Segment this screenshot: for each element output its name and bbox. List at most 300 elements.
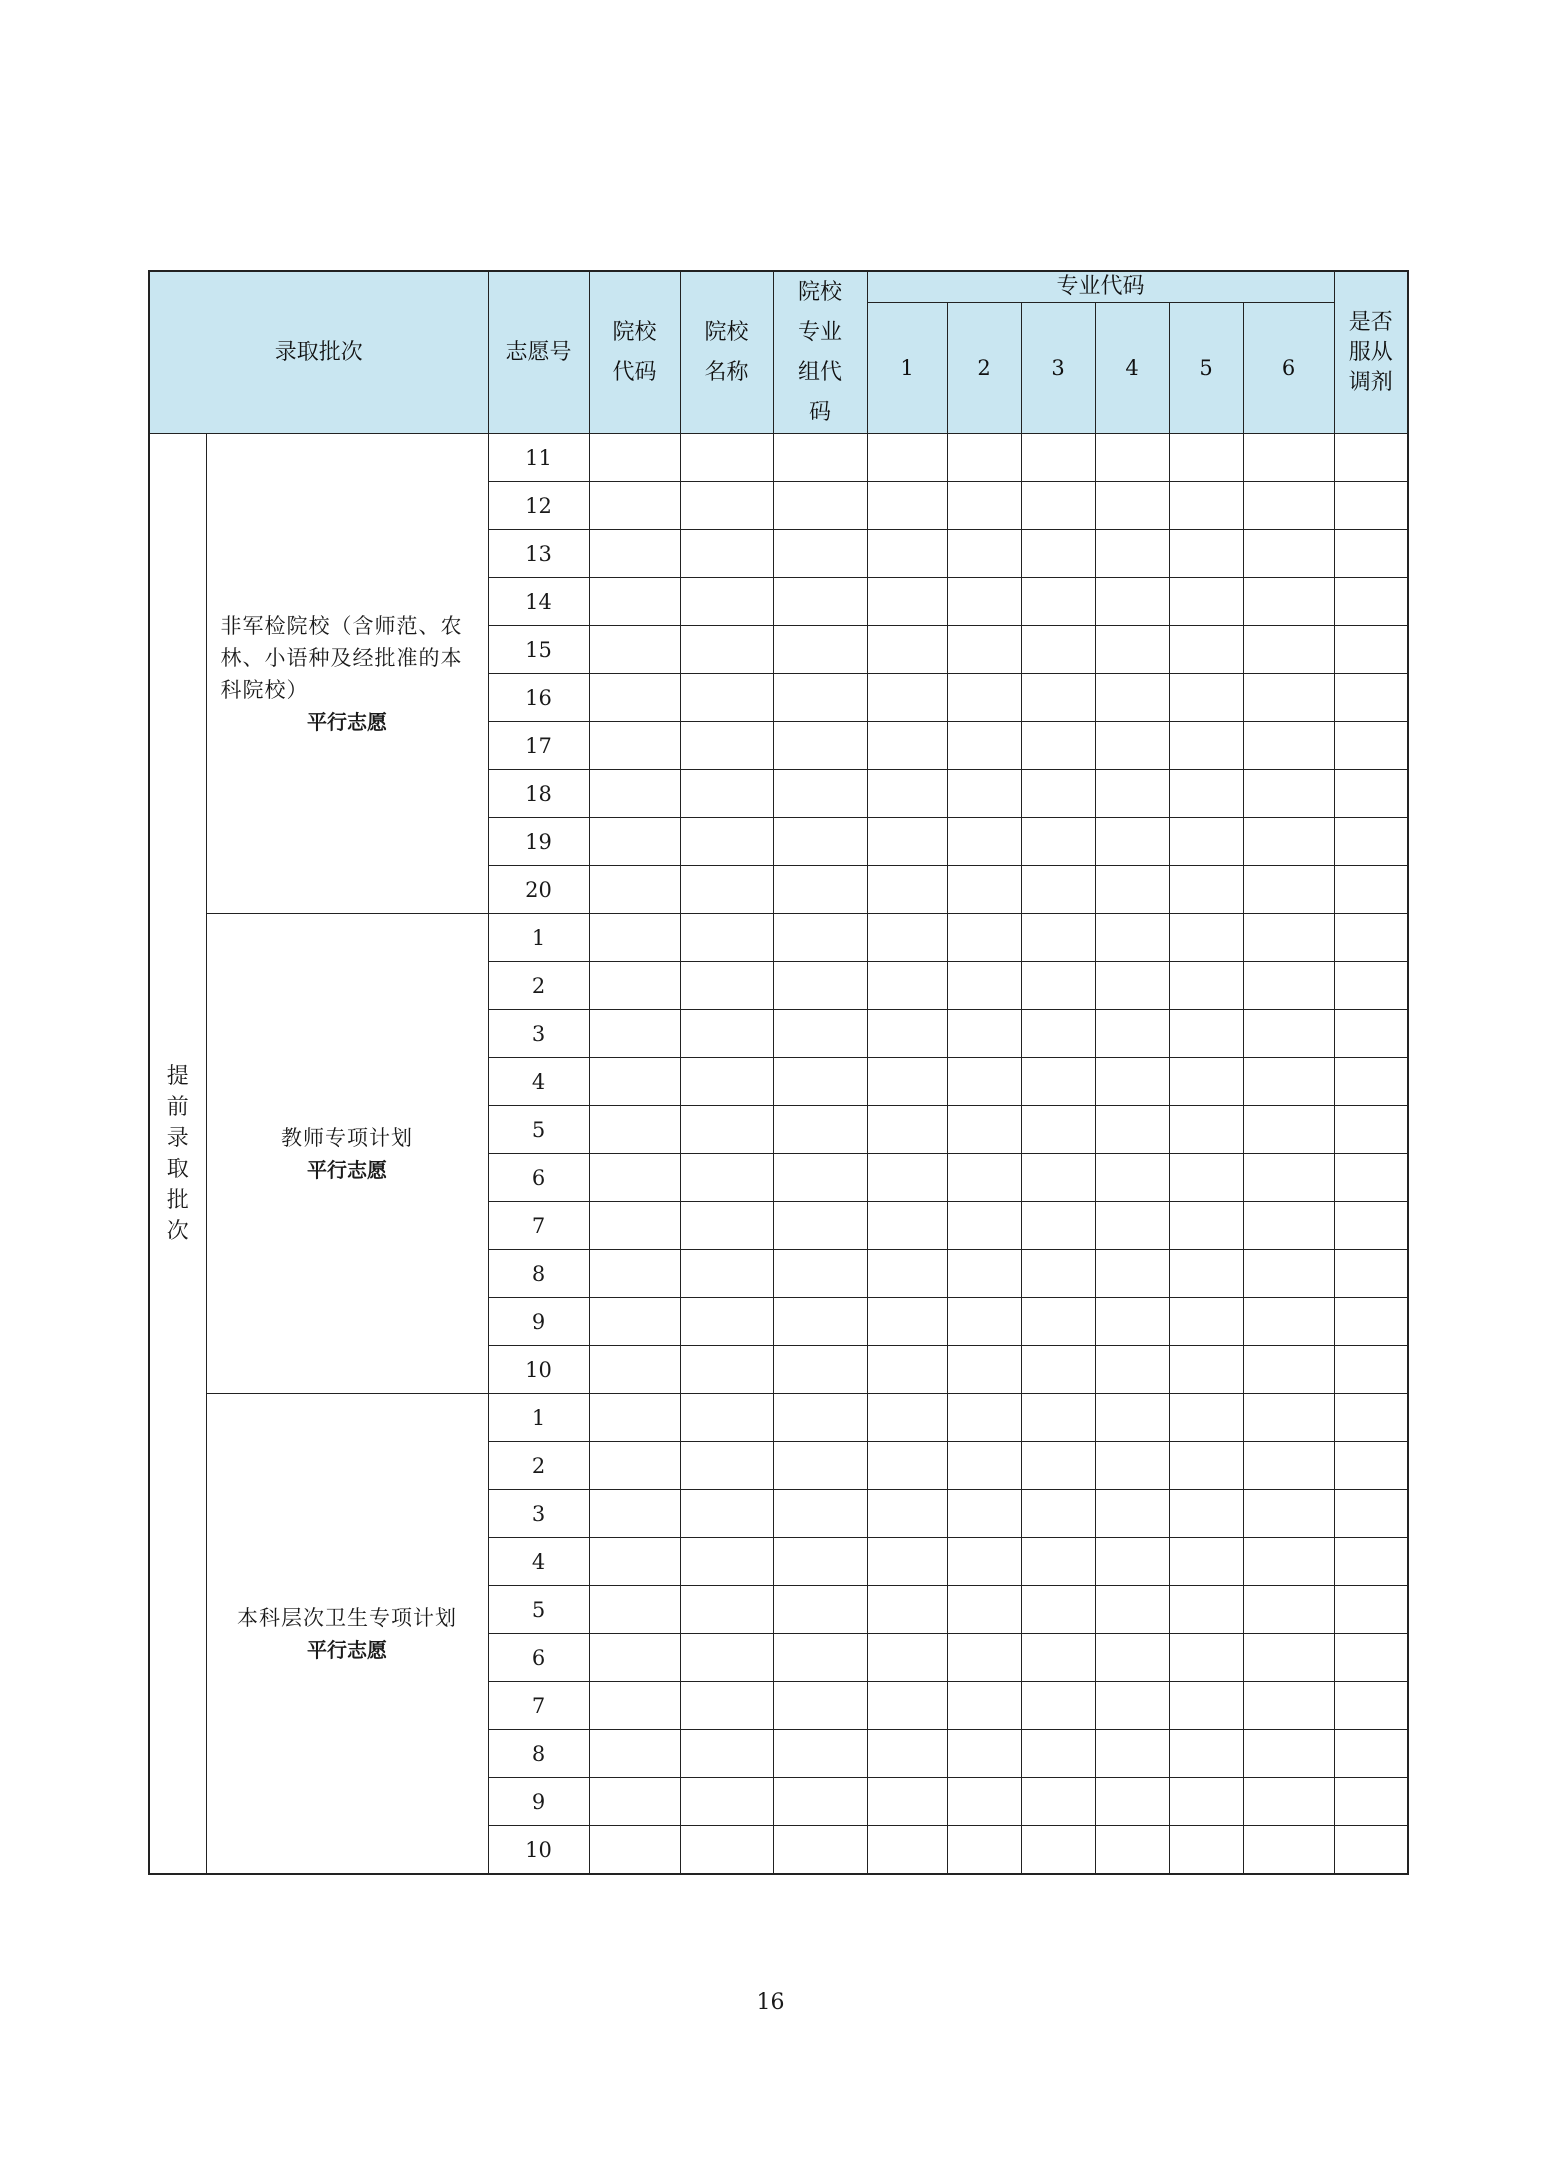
school-name-cell[interactable] <box>680 1634 773 1682</box>
major-code-cell-3[interactable] <box>1021 1490 1095 1538</box>
major-code-cell-6[interactable] <box>1243 1730 1334 1778</box>
major-code-cell-4[interactable] <box>1095 434 1169 482</box>
major-code-cell-4[interactable] <box>1095 722 1169 770</box>
major-code-cell-2[interactable] <box>947 626 1021 674</box>
major-code-cell-1[interactable] <box>867 1154 947 1202</box>
major-code-cell-3[interactable] <box>1021 1586 1095 1634</box>
major-code-cell-2[interactable] <box>947 914 1021 962</box>
major-code-cell-4[interactable] <box>1095 1250 1169 1298</box>
school-code-cell[interactable] <box>589 1250 680 1298</box>
major-code-cell-6[interactable] <box>1243 1538 1334 1586</box>
major-code-cell-2[interactable] <box>947 1634 1021 1682</box>
major-code-cell-6[interactable] <box>1243 530 1334 578</box>
major-code-cell-2[interactable] <box>947 866 1021 914</box>
major-code-cell-3[interactable] <box>1021 1298 1095 1346</box>
major-code-cell-4[interactable] <box>1095 1106 1169 1154</box>
major-code-cell-5[interactable] <box>1169 1250 1243 1298</box>
group-code-cell[interactable] <box>773 1010 867 1058</box>
major-code-cell-4[interactable] <box>1095 674 1169 722</box>
group-code-cell[interactable] <box>773 1490 867 1538</box>
major-code-cell-2[interactable] <box>947 1490 1021 1538</box>
major-code-cell-6[interactable] <box>1243 1202 1334 1250</box>
group-code-cell[interactable] <box>773 1346 867 1394</box>
major-code-cell-6[interactable] <box>1243 1058 1334 1106</box>
adjust-cell[interactable] <box>1334 866 1408 914</box>
major-code-cell-2[interactable] <box>947 434 1021 482</box>
major-code-cell-2[interactable] <box>947 1394 1021 1442</box>
adjust-cell[interactable] <box>1334 1010 1408 1058</box>
major-code-cell-6[interactable] <box>1243 914 1334 962</box>
school-code-cell[interactable] <box>589 1058 680 1106</box>
major-code-cell-6[interactable] <box>1243 434 1334 482</box>
major-code-cell-2[interactable] <box>947 1442 1021 1490</box>
major-code-cell-5[interactable] <box>1169 962 1243 1010</box>
major-code-cell-2[interactable] <box>947 1010 1021 1058</box>
major-code-cell-2[interactable] <box>947 1298 1021 1346</box>
adjust-cell[interactable] <box>1334 1442 1408 1490</box>
major-code-cell-4[interactable] <box>1095 770 1169 818</box>
major-code-cell-5[interactable] <box>1169 722 1243 770</box>
major-code-cell-1[interactable] <box>867 1586 947 1634</box>
adjust-cell[interactable] <box>1334 1586 1408 1634</box>
major-code-cell-1[interactable] <box>867 1538 947 1586</box>
group-code-cell[interactable] <box>773 1730 867 1778</box>
group-code-cell[interactable] <box>773 1826 867 1875</box>
school-code-cell[interactable] <box>589 1154 680 1202</box>
major-code-cell-4[interactable] <box>1095 1346 1169 1394</box>
major-code-cell-2[interactable] <box>947 1730 1021 1778</box>
group-code-cell[interactable] <box>773 1442 867 1490</box>
school-name-cell[interactable] <box>680 866 773 914</box>
major-code-cell-3[interactable] <box>1021 1634 1095 1682</box>
major-code-cell-5[interactable] <box>1169 578 1243 626</box>
school-name-cell[interactable] <box>680 1010 773 1058</box>
group-code-cell[interactable] <box>773 1586 867 1634</box>
major-code-cell-3[interactable] <box>1021 1106 1095 1154</box>
major-code-cell-5[interactable] <box>1169 1154 1243 1202</box>
major-code-cell-5[interactable] <box>1169 818 1243 866</box>
major-code-cell-4[interactable] <box>1095 818 1169 866</box>
major-code-cell-5[interactable] <box>1169 1634 1243 1682</box>
adjust-cell[interactable] <box>1334 1106 1408 1154</box>
major-code-cell-3[interactable] <box>1021 962 1095 1010</box>
school-code-cell[interactable] <box>589 818 680 866</box>
major-code-cell-4[interactable] <box>1095 626 1169 674</box>
group-code-cell[interactable] <box>773 626 867 674</box>
group-code-cell[interactable] <box>773 1058 867 1106</box>
major-code-cell-5[interactable] <box>1169 530 1243 578</box>
major-code-cell-4[interactable] <box>1095 1154 1169 1202</box>
major-code-cell-4[interactable] <box>1095 1634 1169 1682</box>
major-code-cell-1[interactable] <box>867 1730 947 1778</box>
major-code-cell-6[interactable] <box>1243 1394 1334 1442</box>
school-name-cell[interactable] <box>680 626 773 674</box>
group-code-cell[interactable] <box>773 434 867 482</box>
group-code-cell[interactable] <box>773 1202 867 1250</box>
major-code-cell-5[interactable] <box>1169 482 1243 530</box>
major-code-cell-2[interactable] <box>947 722 1021 770</box>
school-code-cell[interactable] <box>589 1634 680 1682</box>
major-code-cell-3[interactable] <box>1021 770 1095 818</box>
major-code-cell-2[interactable] <box>947 1154 1021 1202</box>
school-code-cell[interactable] <box>589 482 680 530</box>
major-code-cell-4[interactable] <box>1095 1730 1169 1778</box>
major-code-cell-1[interactable] <box>867 578 947 626</box>
school-name-cell[interactable] <box>680 482 773 530</box>
group-code-cell[interactable] <box>773 1682 867 1730</box>
group-code-cell[interactable] <box>773 770 867 818</box>
adjust-cell[interactable] <box>1334 818 1408 866</box>
school-code-cell[interactable] <box>589 1106 680 1154</box>
adjust-cell[interactable] <box>1334 1634 1408 1682</box>
school-code-cell[interactable] <box>589 1490 680 1538</box>
major-code-cell-5[interactable] <box>1169 1538 1243 1586</box>
school-code-cell[interactable] <box>589 770 680 818</box>
major-code-cell-2[interactable] <box>947 1058 1021 1106</box>
school-code-cell[interactable] <box>589 1538 680 1586</box>
school-name-cell[interactable] <box>680 1202 773 1250</box>
major-code-cell-3[interactable] <box>1021 674 1095 722</box>
school-code-cell[interactable] <box>589 1586 680 1634</box>
major-code-cell-6[interactable] <box>1243 1346 1334 1394</box>
major-code-cell-4[interactable] <box>1095 482 1169 530</box>
adjust-cell[interactable] <box>1334 770 1408 818</box>
major-code-cell-2[interactable] <box>947 674 1021 722</box>
adjust-cell[interactable] <box>1334 1154 1408 1202</box>
school-name-cell[interactable] <box>680 1826 773 1875</box>
major-code-cell-2[interactable] <box>947 482 1021 530</box>
adjust-cell[interactable] <box>1334 1058 1408 1106</box>
major-code-cell-1[interactable] <box>867 914 947 962</box>
school-name-cell[interactable] <box>680 1442 773 1490</box>
school-code-cell[interactable] <box>589 1346 680 1394</box>
group-code-cell[interactable] <box>773 482 867 530</box>
major-code-cell-3[interactable] <box>1021 1538 1095 1586</box>
adjust-cell[interactable] <box>1334 1298 1408 1346</box>
adjust-cell[interactable] <box>1334 962 1408 1010</box>
major-code-cell-5[interactable] <box>1169 1394 1243 1442</box>
adjust-cell[interactable] <box>1334 1202 1408 1250</box>
major-code-cell-5[interactable] <box>1169 674 1243 722</box>
school-name-cell[interactable] <box>680 1394 773 1442</box>
major-code-cell-1[interactable] <box>867 1442 947 1490</box>
major-code-cell-1[interactable] <box>867 1490 947 1538</box>
school-name-cell[interactable] <box>680 530 773 578</box>
major-code-cell-5[interactable] <box>1169 1730 1243 1778</box>
school-name-cell[interactable] <box>680 578 773 626</box>
group-code-cell[interactable] <box>773 1154 867 1202</box>
school-name-cell[interactable] <box>680 1586 773 1634</box>
group-code-cell[interactable] <box>773 1250 867 1298</box>
school-code-cell[interactable] <box>589 1394 680 1442</box>
major-code-cell-3[interactable] <box>1021 722 1095 770</box>
major-code-cell-1[interactable] <box>867 1250 947 1298</box>
school-name-cell[interactable] <box>680 1298 773 1346</box>
major-code-cell-2[interactable] <box>947 1250 1021 1298</box>
major-code-cell-1[interactable] <box>867 770 947 818</box>
major-code-cell-1[interactable] <box>867 866 947 914</box>
school-code-cell[interactable] <box>589 914 680 962</box>
group-code-cell[interactable] <box>773 962 867 1010</box>
school-name-cell[interactable] <box>680 1106 773 1154</box>
major-code-cell-5[interactable] <box>1169 626 1243 674</box>
major-code-cell-4[interactable] <box>1095 1778 1169 1826</box>
major-code-cell-2[interactable] <box>947 530 1021 578</box>
major-code-cell-2[interactable] <box>947 1586 1021 1634</box>
major-code-cell-3[interactable] <box>1021 1346 1095 1394</box>
group-code-cell[interactable] <box>773 866 867 914</box>
major-code-cell-1[interactable] <box>867 1106 947 1154</box>
major-code-cell-6[interactable] <box>1243 1106 1334 1154</box>
major-code-cell-6[interactable] <box>1243 626 1334 674</box>
major-code-cell-4[interactable] <box>1095 1826 1169 1875</box>
school-code-cell[interactable] <box>589 434 680 482</box>
major-code-cell-1[interactable] <box>867 1778 947 1826</box>
group-code-cell[interactable] <box>773 914 867 962</box>
school-code-cell[interactable] <box>589 674 680 722</box>
major-code-cell-5[interactable] <box>1169 1106 1243 1154</box>
school-name-cell[interactable] <box>680 1490 773 1538</box>
group-code-cell[interactable] <box>773 818 867 866</box>
major-code-cell-1[interactable] <box>867 482 947 530</box>
adjust-cell[interactable] <box>1334 1250 1408 1298</box>
school-code-cell[interactable] <box>589 1730 680 1778</box>
major-code-cell-3[interactable] <box>1021 866 1095 914</box>
major-code-cell-4[interactable] <box>1095 962 1169 1010</box>
school-name-cell[interactable] <box>680 1730 773 1778</box>
major-code-cell-6[interactable] <box>1243 1826 1334 1875</box>
school-code-cell[interactable] <box>589 1010 680 1058</box>
major-code-cell-4[interactable] <box>1095 1586 1169 1634</box>
major-code-cell-4[interactable] <box>1095 1202 1169 1250</box>
major-code-cell-1[interactable] <box>867 674 947 722</box>
school-code-cell[interactable] <box>589 626 680 674</box>
major-code-cell-3[interactable] <box>1021 1682 1095 1730</box>
major-code-cell-3[interactable] <box>1021 434 1095 482</box>
major-code-cell-6[interactable] <box>1243 722 1334 770</box>
school-name-cell[interactable] <box>680 434 773 482</box>
adjust-cell[interactable] <box>1334 626 1408 674</box>
school-name-cell[interactable] <box>680 674 773 722</box>
major-code-cell-3[interactable] <box>1021 1202 1095 1250</box>
major-code-cell-1[interactable] <box>867 1634 947 1682</box>
major-code-cell-6[interactable] <box>1243 1442 1334 1490</box>
major-code-cell-2[interactable] <box>947 1778 1021 1826</box>
adjust-cell[interactable] <box>1334 434 1408 482</box>
adjust-cell[interactable] <box>1334 1682 1408 1730</box>
major-code-cell-6[interactable] <box>1243 962 1334 1010</box>
group-code-cell[interactable] <box>773 1778 867 1826</box>
major-code-cell-4[interactable] <box>1095 1394 1169 1442</box>
adjust-cell[interactable] <box>1334 1346 1408 1394</box>
major-code-cell-1[interactable] <box>867 722 947 770</box>
major-code-cell-5[interactable] <box>1169 1682 1243 1730</box>
school-name-cell[interactable] <box>680 1538 773 1586</box>
major-code-cell-5[interactable] <box>1169 1058 1243 1106</box>
school-name-cell[interactable] <box>680 962 773 1010</box>
major-code-cell-1[interactable] <box>867 1346 947 1394</box>
major-code-cell-2[interactable] <box>947 1346 1021 1394</box>
group-code-cell[interactable] <box>773 1538 867 1586</box>
major-code-cell-3[interactable] <box>1021 1058 1095 1106</box>
major-code-cell-1[interactable] <box>867 1826 947 1875</box>
major-code-cell-1[interactable] <box>867 1394 947 1442</box>
major-code-cell-5[interactable] <box>1169 1586 1243 1634</box>
group-code-cell[interactable] <box>773 1106 867 1154</box>
school-code-cell[interactable] <box>589 1202 680 1250</box>
group-code-cell[interactable] <box>773 1298 867 1346</box>
major-code-cell-1[interactable] <box>867 530 947 578</box>
school-code-cell[interactable] <box>589 722 680 770</box>
group-code-cell[interactable] <box>773 578 867 626</box>
major-code-cell-3[interactable] <box>1021 1250 1095 1298</box>
school-name-cell[interactable] <box>680 722 773 770</box>
school-name-cell[interactable] <box>680 1346 773 1394</box>
group-code-cell[interactable] <box>773 1634 867 1682</box>
school-code-cell[interactable] <box>589 1682 680 1730</box>
major-code-cell-5[interactable] <box>1169 1298 1243 1346</box>
group-code-cell[interactable] <box>773 1394 867 1442</box>
major-code-cell-3[interactable] <box>1021 818 1095 866</box>
adjust-cell[interactable] <box>1334 914 1408 962</box>
major-code-cell-5[interactable] <box>1169 1346 1243 1394</box>
major-code-cell-3[interactable] <box>1021 482 1095 530</box>
major-code-cell-5[interactable] <box>1169 770 1243 818</box>
adjust-cell[interactable] <box>1334 530 1408 578</box>
adjust-cell[interactable] <box>1334 1538 1408 1586</box>
major-code-cell-6[interactable] <box>1243 818 1334 866</box>
major-code-cell-6[interactable] <box>1243 1778 1334 1826</box>
major-code-cell-4[interactable] <box>1095 1538 1169 1586</box>
major-code-cell-6[interactable] <box>1243 1634 1334 1682</box>
major-code-cell-1[interactable] <box>867 1010 947 1058</box>
school-code-cell[interactable] <box>589 866 680 914</box>
adjust-cell[interactable] <box>1334 722 1408 770</box>
adjust-cell[interactable] <box>1334 482 1408 530</box>
major-code-cell-1[interactable] <box>867 962 947 1010</box>
major-code-cell-3[interactable] <box>1021 1010 1095 1058</box>
major-code-cell-6[interactable] <box>1243 1682 1334 1730</box>
group-code-cell[interactable] <box>773 722 867 770</box>
major-code-cell-2[interactable] <box>947 770 1021 818</box>
major-code-cell-5[interactable] <box>1169 866 1243 914</box>
major-code-cell-5[interactable] <box>1169 1442 1243 1490</box>
major-code-cell-2[interactable] <box>947 1682 1021 1730</box>
major-code-cell-5[interactable] <box>1169 914 1243 962</box>
group-code-cell[interactable] <box>773 674 867 722</box>
major-code-cell-3[interactable] <box>1021 1154 1095 1202</box>
school-name-cell[interactable] <box>680 1250 773 1298</box>
major-code-cell-4[interactable] <box>1095 866 1169 914</box>
major-code-cell-3[interactable] <box>1021 578 1095 626</box>
major-code-cell-6[interactable] <box>1243 1250 1334 1298</box>
major-code-cell-4[interactable] <box>1095 1682 1169 1730</box>
major-code-cell-2[interactable] <box>947 1106 1021 1154</box>
major-code-cell-3[interactable] <box>1021 1442 1095 1490</box>
adjust-cell[interactable] <box>1334 1490 1408 1538</box>
major-code-cell-2[interactable] <box>947 578 1021 626</box>
major-code-cell-2[interactable] <box>947 1202 1021 1250</box>
major-code-cell-6[interactable] <box>1243 770 1334 818</box>
major-code-cell-4[interactable] <box>1095 1298 1169 1346</box>
major-code-cell-4[interactable] <box>1095 1058 1169 1106</box>
major-code-cell-4[interactable] <box>1095 530 1169 578</box>
major-code-cell-6[interactable] <box>1243 674 1334 722</box>
adjust-cell[interactable] <box>1334 1730 1408 1778</box>
major-code-cell-2[interactable] <box>947 1826 1021 1875</box>
major-code-cell-6[interactable] <box>1243 1154 1334 1202</box>
major-code-cell-1[interactable] <box>867 1058 947 1106</box>
major-code-cell-1[interactable] <box>867 818 947 866</box>
major-code-cell-1[interactable] <box>867 1298 947 1346</box>
adjust-cell[interactable] <box>1334 578 1408 626</box>
school-name-cell[interactable] <box>680 1154 773 1202</box>
school-code-cell[interactable] <box>589 1442 680 1490</box>
major-code-cell-3[interactable] <box>1021 1394 1095 1442</box>
school-code-cell[interactable] <box>589 530 680 578</box>
school-name-cell[interactable] <box>680 914 773 962</box>
adjust-cell[interactable] <box>1334 1826 1408 1875</box>
major-code-cell-4[interactable] <box>1095 1490 1169 1538</box>
major-code-cell-5[interactable] <box>1169 1202 1243 1250</box>
major-code-cell-6[interactable] <box>1243 1490 1334 1538</box>
group-code-cell[interactable] <box>773 530 867 578</box>
major-code-cell-6[interactable] <box>1243 1010 1334 1058</box>
school-code-cell[interactable] <box>589 1298 680 1346</box>
school-name-cell[interactable] <box>680 818 773 866</box>
adjust-cell[interactable] <box>1334 1394 1408 1442</box>
adjust-cell[interactable] <box>1334 674 1408 722</box>
major-code-cell-4[interactable] <box>1095 1442 1169 1490</box>
major-code-cell-6[interactable] <box>1243 1298 1334 1346</box>
major-code-cell-4[interactable] <box>1095 1010 1169 1058</box>
major-code-cell-2[interactable] <box>947 962 1021 1010</box>
major-code-cell-1[interactable] <box>867 1682 947 1730</box>
school-code-cell[interactable] <box>589 578 680 626</box>
major-code-cell-5[interactable] <box>1169 1778 1243 1826</box>
major-code-cell-4[interactable] <box>1095 578 1169 626</box>
school-code-cell[interactable] <box>589 1778 680 1826</box>
major-code-cell-3[interactable] <box>1021 1730 1095 1778</box>
school-name-cell[interactable] <box>680 770 773 818</box>
major-code-cell-3[interactable] <box>1021 1778 1095 1826</box>
adjust-cell[interactable] <box>1334 1778 1408 1826</box>
major-code-cell-6[interactable] <box>1243 482 1334 530</box>
major-code-cell-2[interactable] <box>947 1538 1021 1586</box>
major-code-cell-3[interactable] <box>1021 1826 1095 1875</box>
major-code-cell-5[interactable] <box>1169 1826 1243 1875</box>
major-code-cell-5[interactable] <box>1169 1010 1243 1058</box>
major-code-cell-1[interactable] <box>867 1202 947 1250</box>
school-name-cell[interactable] <box>680 1058 773 1106</box>
major-code-cell-6[interactable] <box>1243 1586 1334 1634</box>
major-code-cell-5[interactable] <box>1169 1490 1243 1538</box>
school-name-cell[interactable] <box>680 1778 773 1826</box>
major-code-cell-2[interactable] <box>947 818 1021 866</box>
major-code-cell-3[interactable] <box>1021 530 1095 578</box>
major-code-cell-6[interactable] <box>1243 866 1334 914</box>
major-code-cell-3[interactable] <box>1021 914 1095 962</box>
major-code-cell-4[interactable] <box>1095 914 1169 962</box>
school-name-cell[interactable] <box>680 1682 773 1730</box>
school-code-cell[interactable] <box>589 962 680 1010</box>
major-code-cell-1[interactable] <box>867 434 947 482</box>
school-code-cell[interactable] <box>589 1826 680 1875</box>
major-code-cell-3[interactable] <box>1021 626 1095 674</box>
major-code-cell-6[interactable] <box>1243 578 1334 626</box>
major-code-cell-1[interactable] <box>867 626 947 674</box>
major-code-cell-5[interactable] <box>1169 434 1243 482</box>
